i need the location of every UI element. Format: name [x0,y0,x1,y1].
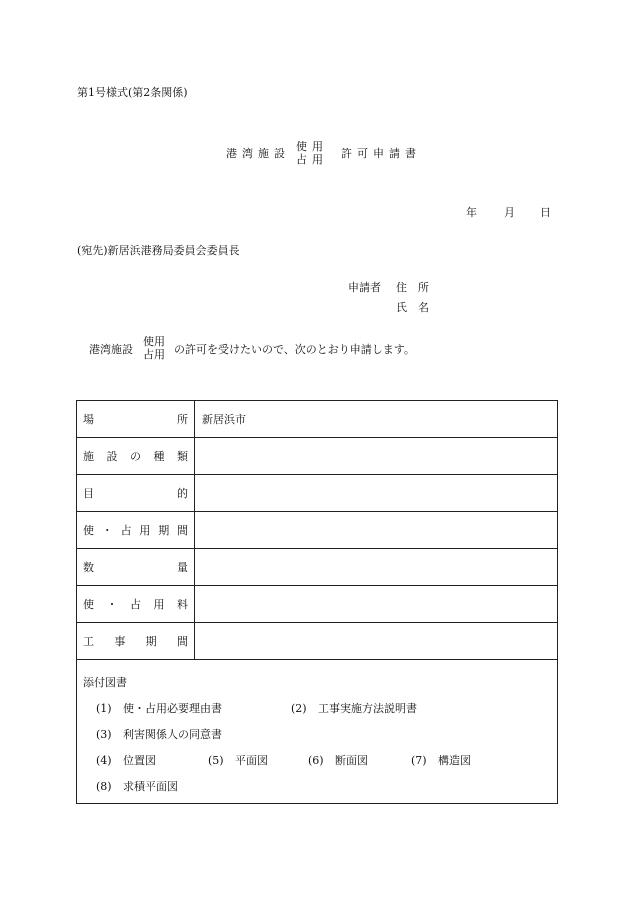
row-label-char: 量 [177,561,188,574]
row-label [77,586,195,623]
date-year: 年 [466,206,477,219]
row-label-char: 間 [176,635,188,648]
row-label-text [83,522,188,538]
row-label-text [83,411,188,427]
intro-stack-top: 使用 [143,335,165,348]
row-label-char: 用 [139,524,151,537]
row-value[interactable] [195,586,558,623]
attachment-item: (4) 位置図 [96,754,156,767]
row-label-char: 所 [177,413,188,426]
attachments-cell [77,660,558,804]
row-label-char: 期 [145,635,157,648]
form-row [77,586,558,623]
row-value[interactable] [195,512,558,549]
row-label-char: 使 [83,524,94,537]
row-label-char: 事 [114,635,126,648]
row-label-text [83,448,188,464]
attachment-item: (8) 求積平面図 [96,780,178,793]
row-label-text [83,485,188,501]
attachment-item: (6) 断面図 [308,754,368,767]
row-label-char: 間 [176,524,188,537]
row-label [77,512,195,549]
row-label-text [83,559,188,575]
title-stack [296,140,328,166]
row-label [77,475,195,512]
form-row [77,512,558,549]
attachment-item: (7) 構造図 [411,754,471,767]
applicant-address-label: 住 所 [396,281,429,294]
row-label-char: 的 [177,487,188,500]
date-month: 月 [504,206,515,219]
row-label-char: 用 [153,598,165,611]
row-label [77,549,195,586]
row-label-char: 使 [83,598,94,611]
row-label-text [83,633,188,649]
attachment-item: (2) 工事実施方法説明書 [291,702,417,715]
row-label-char: 料 [177,598,188,611]
form-row [77,401,558,438]
row-label-char: ・ [101,524,113,537]
row-label-char: 目 [83,487,94,500]
row-label-char: 数 [83,561,94,574]
row-value[interactable]: 新居浜市 [195,401,558,438]
form-row [77,623,558,660]
row-value[interactable] [195,438,558,475]
row-label-char: 占 [120,524,132,537]
row-label [77,438,195,475]
row-label-char: の [130,450,141,463]
row-label-char: 工 [83,635,94,648]
row-label-char: 期 [158,524,170,537]
row-value[interactable] [195,623,558,660]
row-label-char: 施 [83,450,94,463]
title-stack-top: 使用 [296,140,328,153]
row-label-char: 場 [83,413,94,426]
row-label-char: 占 [130,598,141,611]
row-label-char: 類 [177,450,188,463]
form-number: 第1号様式(第2条関係) [77,86,188,99]
attachment-item: (3) 利害関係人の同意書 [96,728,222,741]
title-prefix: 港湾施設 [226,147,290,160]
row-label-char: 種 [153,450,165,463]
application-table [76,400,558,804]
attachments-row [77,660,558,804]
row-label-char: ・ [106,598,118,611]
attachments-title: 添付図書 [83,676,127,689]
form-row [77,549,558,586]
intro-prefix: 港湾施設 [89,343,133,356]
row-label-char: 設 [106,450,118,463]
date-day: 日 [540,206,551,219]
title-suffix: 許可申請書 [341,147,421,160]
row-label-text [83,596,188,612]
intro-stack [143,335,165,361]
row-value[interactable] [195,475,558,512]
row-label [77,623,195,660]
applicant-name-label: 氏 名 [396,301,429,314]
intro-stack-bottom: 占用 [143,348,165,361]
row-value[interactable] [195,549,558,586]
addressee: (宛先)新居浜港務局委員会委員長 [77,244,240,257]
applicant-label: 申請者 [348,281,381,294]
attachment-item: (1) 使・占用必要理由書 [96,702,222,715]
row-label [77,401,195,438]
form-row [77,475,558,512]
form-row [77,438,558,475]
title-stack-bottom: 占用 [296,153,328,166]
intro-suffix: の許可を受けたいので、次のとおり申請します。 [174,343,415,356]
attachment-item: (5) 平面図 [208,754,268,767]
